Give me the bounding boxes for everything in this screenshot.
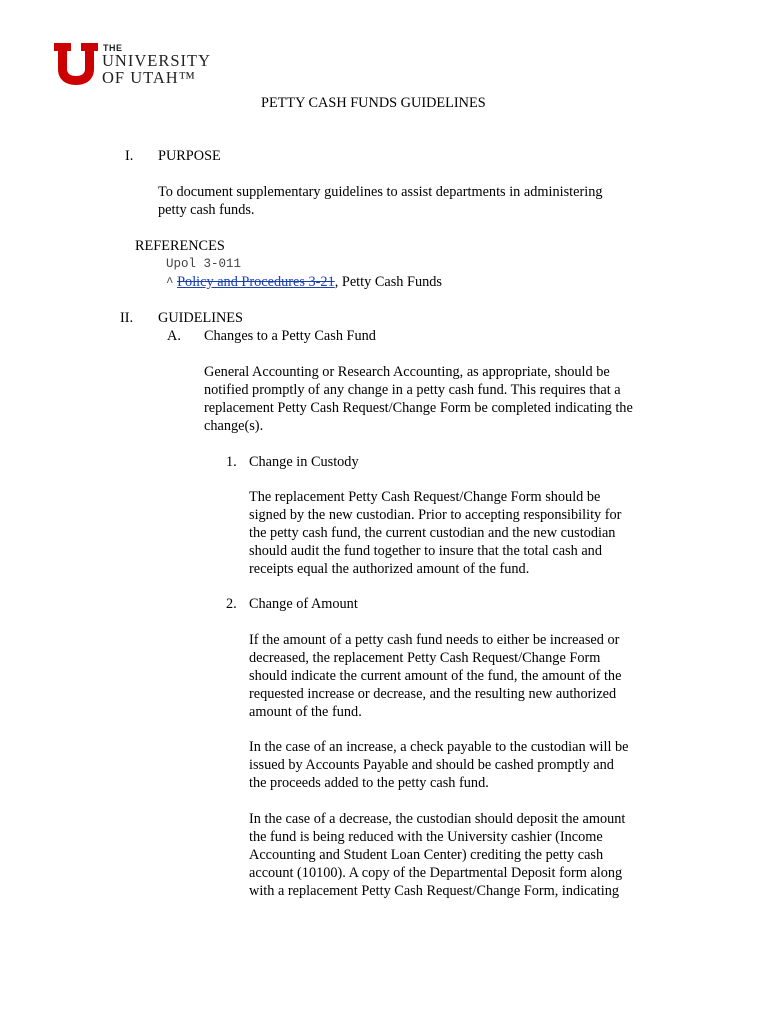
item-1-heading: Change in Custody	[249, 454, 359, 470]
item-2-para3-line: Accounting and Student Loan Center) crediting the petty cash	[249, 847, 604, 863]
item-2-para1-line: should indicate the current amount of the fund, the amount of the	[249, 668, 622, 684]
item-2-para2-line: issued by Accounts Payable and should be cashed promptly and	[249, 757, 614, 773]
logo-the-text: THE	[103, 43, 123, 53]
item-1-number: 1.	[226, 454, 237, 470]
logo-of-utah-text: OF UTAH™	[102, 68, 196, 87]
policy-procedures-link[interactable]: Policy and Procedures 3-21	[177, 274, 335, 290]
purpose-text-line: petty cash funds.	[158, 202, 255, 218]
item-2-para3-line: In the case of a decrease, the custodian should deposit the amount	[249, 811, 626, 827]
subsection-a-heading: Changes to a Petty Cash Fund	[204, 328, 376, 344]
section-1-heading: PURPOSE	[158, 148, 221, 164]
section-1-numeral: I.	[125, 148, 134, 164]
intro-text-line: notified promptly of any change in a petty cash fund. This requires that a	[204, 382, 621, 398]
intro-text-line: replacement Petty Cash Request/Change Form be completed indicating the	[204, 400, 633, 416]
subsection-a-letter: A.	[167, 328, 181, 344]
logo-university-text: UNIVERSITY	[102, 51, 211, 70]
purpose-text-line: To document supplementary guidelines to assist departments in administering	[158, 184, 603, 200]
intro-text-line: General Accounting or Research Accounting, as appropriate, should be	[204, 364, 610, 380]
policy-reference-suffix: , Petty Cash Funds	[334, 274, 442, 290]
item-2-para1-line: If the amount of a petty cash fund needs to either be increased or	[249, 632, 620, 648]
university-of-utah-logo-icon	[54, 43, 98, 85]
item-2-para3-line: the fund is being reduced with the University cashier (Income	[249, 829, 603, 845]
item-2-heading: Change of Amount	[249, 596, 358, 612]
item-2-para1-line: requested increase or decrease, and the resulting new authorized	[249, 686, 617, 702]
item-2-para1-line: amount of the fund.	[249, 704, 362, 720]
item-1-text-line: The replacement Petty Cash Request/Change Form should be	[249, 489, 601, 505]
item-1-text-line: receipts equal the authorized amount of the fund.	[249, 561, 530, 577]
section-2-heading: GUIDELINES	[158, 310, 243, 326]
item-2-para3-line: with a replacement Petty Cash Request/Change Form, indicating	[249, 883, 620, 899]
page-title: PETTY CASH FUNDS GUIDELINES	[261, 95, 486, 111]
item-1-text-line: should audit the fund together to insure that the total cash and	[249, 543, 602, 559]
item-2-para3-line: account (10100). A copy of the Departmental Deposit form along	[249, 865, 623, 881]
item-1-text-line: the petty cash fund, the current custodian and the new custodian	[249, 525, 616, 541]
caret-mark: ^	[166, 276, 174, 290]
item-2-para2-line: In the case of an increase, a check payable to the custodian will be	[249, 739, 629, 755]
item-2-para1-line: decreased, the replacement Petty Cash Request/Change Form	[249, 650, 601, 666]
item-1-text-line: signed by the new custodian. Prior to accepting responsibility for	[249, 507, 622, 523]
item-2-para2-line: the proceeds added to the petty cash fund.	[249, 775, 489, 791]
section-2-numeral: II.	[120, 310, 134, 326]
upol-reference: Upol 3-011	[166, 257, 242, 271]
item-2-number: 2.	[226, 596, 237, 612]
references-heading: REFERENCES	[135, 238, 225, 254]
intro-text-line: change(s).	[204, 418, 264, 434]
policy-reference-line	[166, 273, 442, 292]
